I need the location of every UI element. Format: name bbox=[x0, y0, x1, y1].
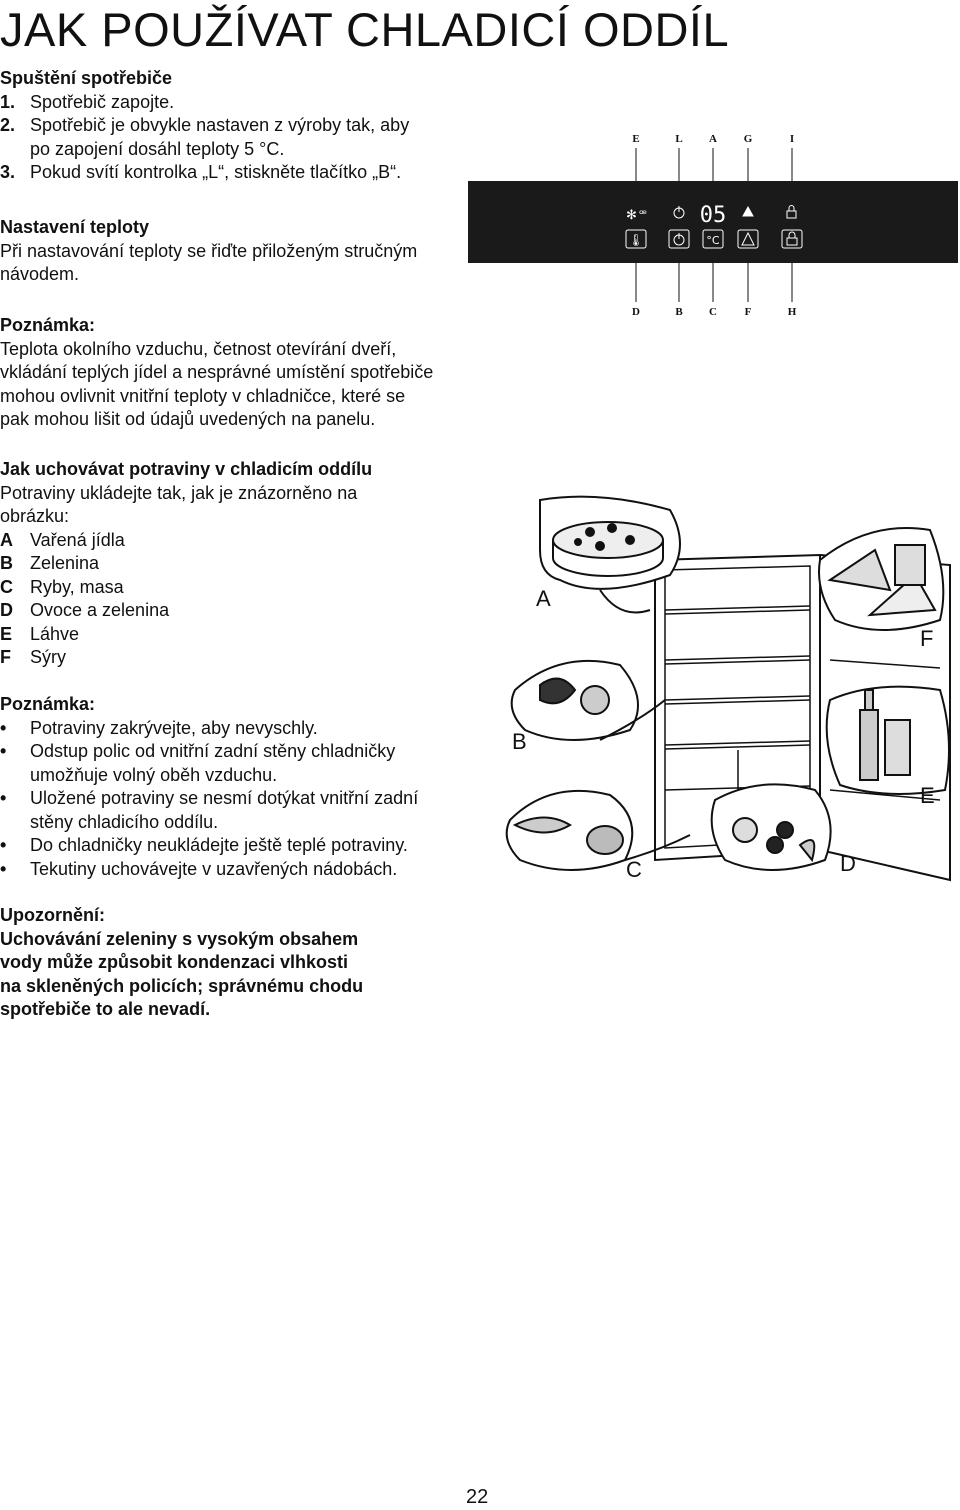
temperature-display: 05 bbox=[699, 203, 727, 228]
step-number: 2. bbox=[0, 115, 16, 135]
panel-label-e: E bbox=[632, 133, 640, 145]
panel-label-l: L bbox=[675, 133, 683, 145]
storage-key: C bbox=[0, 576, 13, 597]
storage-label: Vařená jídla bbox=[30, 529, 125, 550]
bullet-text: Uložené potraviny se nesmí dotýkat vnitřní zadní bbox=[30, 788, 419, 808]
fruit-icon bbox=[733, 818, 757, 842]
bullet-mark: • bbox=[0, 717, 7, 738]
storage-text: obrázku: bbox=[0, 506, 70, 526]
temperature-heading: Nastavení teploty bbox=[0, 217, 150, 237]
panel-label-a: A bbox=[709, 133, 717, 145]
storage-key: E bbox=[0, 623, 13, 644]
step-text: po zapojení dosáhl teploty 5 °C. bbox=[30, 138, 285, 159]
bottle-icon bbox=[860, 710, 878, 780]
storage-key: B bbox=[0, 553, 13, 573]
note1-text: pak mohou lišit od údajů uvedených na panelu. bbox=[0, 409, 376, 429]
storage-key: F bbox=[0, 647, 11, 667]
panel-label-d: D bbox=[632, 306, 640, 318]
fridge-label-e: E bbox=[920, 783, 935, 808]
fridge-label-f: F bbox=[920, 626, 934, 651]
celsius-icon: °C bbox=[706, 234, 720, 247]
storage-key: A bbox=[0, 529, 13, 550]
bullet-text: umožňuje volný oběh vzduchu. bbox=[30, 764, 278, 785]
fan-icon: ✻ bbox=[626, 208, 637, 223]
note1-text: vkládání teplých jídel a nesprávné umístění spotřebiče bbox=[0, 362, 434, 382]
temperature-text: návodem. bbox=[0, 264, 80, 284]
panel-label-c: C bbox=[709, 306, 717, 318]
bullet-text: stěny chladicího oddílu. bbox=[30, 811, 219, 832]
warning-text: na skleněných policích; správnému chodu bbox=[0, 975, 364, 996]
storage-heading: Jak uchovávat potraviny v chladicím oddílu bbox=[0, 459, 373, 479]
svg-text:ꟹ: ꟹ bbox=[639, 207, 647, 221]
storage-label: Sýry bbox=[30, 647, 66, 667]
bullet-mark: • bbox=[0, 835, 7, 855]
panel-label-b: B bbox=[675, 306, 683, 318]
storage-text: Potraviny ukládejte tak, jak je znázorněno na bbox=[0, 482, 358, 503]
storage-key: D bbox=[0, 600, 13, 620]
fridge-illustration bbox=[0, 490, 960, 1390]
control-panel-diagram bbox=[0, 0, 960, 330]
step-text: Pokud svítí kontrolka „L“, stiskněte tlačítko „B“. bbox=[30, 162, 402, 182]
fridge-label-c: C bbox=[626, 857, 642, 882]
step-number: 3. bbox=[0, 162, 16, 182]
vegetables-bubble bbox=[512, 661, 638, 740]
bullet-text: Odstup polic od vnitřní zadní stěny chladničky bbox=[30, 741, 396, 761]
storage-label: Ryby, masa bbox=[30, 576, 124, 597]
bullet-mark: • bbox=[0, 858, 7, 879]
bullet-text: Tekutiny uchovávejte v uzavřených nádobách. bbox=[30, 858, 398, 879]
storage-label: Láhve bbox=[30, 623, 80, 644]
note1-text: Teplota okolního vzduchu, četnost otevírání dveří, bbox=[0, 338, 397, 359]
step-text: Spotřebič je obvykle nastaven z výroby tak, aby bbox=[30, 115, 410, 135]
warning-text: spotřebiče to ale nevadí. bbox=[0, 999, 211, 1019]
bullet-mark: • bbox=[0, 788, 7, 808]
note1-section bbox=[0, 314, 433, 432]
step-text: Spotřebič zapojte. bbox=[30, 91, 175, 112]
panel-label-h: H bbox=[787, 306, 797, 318]
page-number: 22 bbox=[466, 1486, 489, 1508]
bullet-text: Potraviny zakrývejte, aby nevyschly. bbox=[30, 717, 318, 738]
fridge-label-a: A bbox=[536, 586, 551, 611]
start-heading: Spuštění spotřebiče bbox=[0, 68, 173, 88]
panel-label-g: G bbox=[743, 133, 753, 145]
note1-heading: Poznámka: bbox=[0, 315, 96, 335]
storage-label: Ovoce a zelenina bbox=[30, 600, 170, 620]
warning-text: Uchovávání zeleniny s vysokým obsahem bbox=[0, 928, 359, 949]
temperature-text: Při nastavování teploty se řiďte přiloženým stručným bbox=[0, 240, 418, 261]
panel-label-i: I bbox=[789, 133, 795, 145]
warning-heading: Upozornění: bbox=[0, 905, 105, 925]
warning-text: vody může způsobit kondenzaci vlhkosti bbox=[0, 952, 349, 972]
panel-label-f: F bbox=[744, 306, 752, 318]
bullet-text: Do chladničky neukládejte ještě teplé potraviny. bbox=[30, 835, 408, 855]
step-number: 1. bbox=[0, 91, 16, 112]
note2-heading: Poznámka: bbox=[0, 694, 96, 714]
bullet-mark: • bbox=[0, 741, 7, 761]
fridge-label-d: D bbox=[840, 851, 856, 876]
note1-text: mohou ovlivnit vnitřní teploty v chladničce, které se bbox=[0, 385, 406, 406]
thermometer-icon: 🌡 bbox=[628, 233, 644, 247]
page-title: JAK POUŽÍVAT CHLADICÍ ODDÍL bbox=[0, 3, 730, 56]
fridge-label-b: B bbox=[512, 729, 527, 754]
storage-label: Zelenina bbox=[30, 553, 100, 573]
